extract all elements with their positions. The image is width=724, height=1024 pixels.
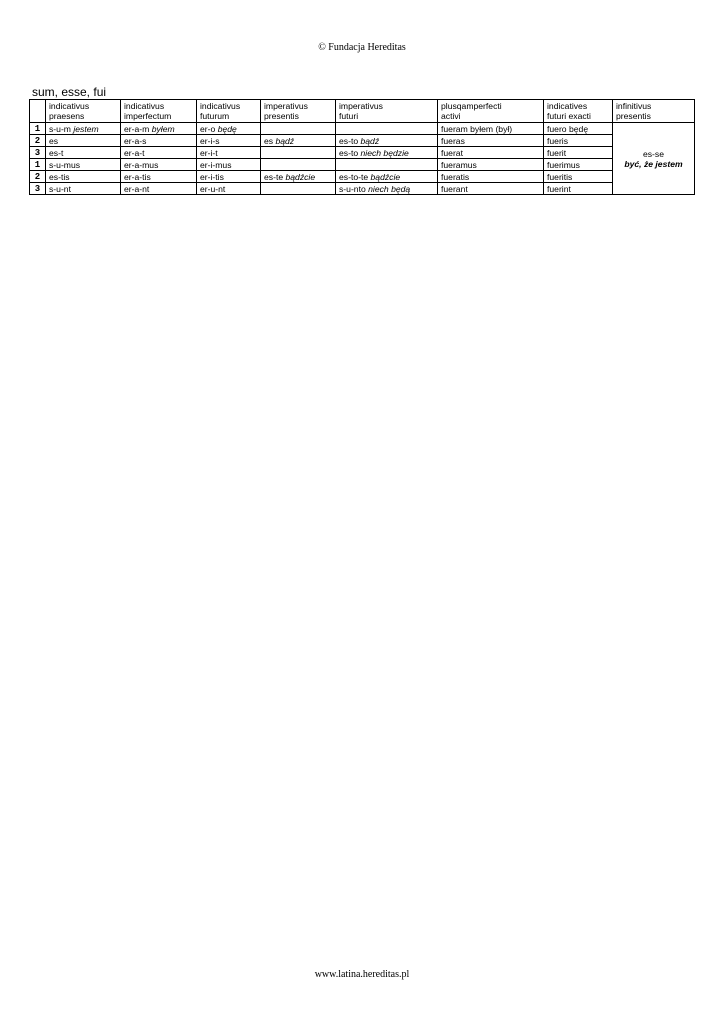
latin-form: fueris: [547, 136, 569, 146]
polish-translation: niech będą: [368, 184, 411, 194]
page-footer-url: www.latina.hereditas.pl: [314, 969, 410, 980]
latin-form: fueram byłem (był): [441, 124, 513, 134]
latin-form: er-a-s: [124, 136, 147, 146]
conjugation-table: [29, 99, 695, 195]
table-cell: [544, 159, 613, 171]
table-cell: [438, 183, 544, 195]
person-number: 2: [30, 135, 46, 147]
conjugation-table-body: [30, 100, 695, 195]
latin-form: es-to: [339, 136, 359, 146]
column-header: [336, 100, 438, 123]
table-cell: [438, 123, 544, 135]
polish-translation: bądź: [360, 136, 380, 146]
column-header: [261, 100, 336, 123]
infinitive-cell: [613, 123, 695, 195]
latin-form: er-a-m: [124, 124, 150, 134]
column-header-line: indicatives: [547, 101, 588, 111]
polish-translation: bądź: [275, 136, 295, 146]
table-row: [30, 135, 695, 147]
table-cell: [46, 183, 121, 195]
page-header-copyright: © Fundacja Hereditas: [318, 42, 406, 53]
polish-translation: byłem: [151, 124, 175, 134]
latin-form: es-to: [339, 148, 359, 158]
infinitive-latin: es-se: [642, 149, 664, 159]
table-cell: [336, 135, 438, 147]
column-header: [613, 100, 695, 123]
person-number: 1: [30, 159, 46, 171]
table-cell: [197, 159, 261, 171]
person-number: 2: [30, 171, 46, 183]
latin-form: fuerat: [441, 148, 463, 158]
latin-form: er-o: [200, 124, 216, 134]
latin-form: fueras: [441, 136, 465, 146]
polish-translation: niech będzie: [360, 148, 409, 158]
table-cell: [121, 123, 197, 135]
latin-form: es-t: [49, 148, 64, 158]
polish-translation: jestem: [73, 124, 99, 134]
latin-form: fueritis: [547, 172, 573, 182]
table-cell: [438, 159, 544, 171]
table-cell: [46, 135, 121, 147]
person-number: 3: [30, 147, 46, 159]
table-cell: [261, 135, 336, 147]
latin-form: fuerimus: [547, 160, 580, 170]
table-cell: [544, 135, 613, 147]
table-cell: [261, 183, 336, 195]
column-header-line: presentis: [264, 111, 299, 121]
person-number: 3: [30, 183, 46, 195]
latin-form: er-u-nt: [200, 184, 226, 194]
latin-form: fuero będę: [547, 124, 589, 134]
column-header-line: imperativus: [339, 101, 383, 111]
table-cell: [544, 147, 613, 159]
table-cell: [261, 159, 336, 171]
latin-form: es-te: [264, 172, 284, 182]
column-header-line: plusqamperfecti: [441, 101, 502, 111]
latin-form: fueratis: [441, 172, 470, 182]
column-header: [121, 100, 197, 123]
table-cell: [46, 123, 121, 135]
polish-translation: bądźcie: [370, 172, 401, 182]
column-header-line: praesens: [49, 111, 85, 121]
table-cell: [438, 171, 544, 183]
table-row: [30, 159, 695, 171]
table-cell: [121, 147, 197, 159]
infinitive-translation: być, że jestem: [624, 159, 683, 169]
table-cell: [544, 123, 613, 135]
column-header: [46, 100, 121, 123]
table-cell: [336, 123, 438, 135]
table-cell: [197, 123, 261, 135]
column-header-line: futuri: [339, 111, 359, 121]
column-header-line: indicativus: [200, 101, 241, 111]
latin-form: er-i-t: [200, 148, 218, 158]
column-header: [197, 100, 261, 123]
latin-form: es-tis: [49, 172, 70, 182]
column-header-line: indicativus: [124, 101, 165, 111]
latin-form: fuerint: [547, 184, 571, 194]
table-header-row: [30, 100, 695, 123]
latin-form: s-u-nto: [339, 184, 366, 194]
table-cell: [261, 147, 336, 159]
table-cell: [46, 159, 121, 171]
table-cell: [121, 171, 197, 183]
table-cell: [438, 147, 544, 159]
table-cell: [336, 183, 438, 195]
polish-translation: bądźcie: [285, 172, 316, 182]
column-header-line: futuri exacti: [547, 111, 591, 121]
latin-form: s-u-nt: [49, 184, 71, 194]
latin-form: er-a-nt: [124, 184, 150, 194]
table-cell: [197, 183, 261, 195]
table-cell: [197, 135, 261, 147]
table-cell: [121, 183, 197, 195]
document-title: sum, esse, fui: [32, 85, 107, 99]
table-cell: [438, 135, 544, 147]
table-cell: [121, 135, 197, 147]
latin-form: er-a-mus: [124, 160, 159, 170]
latin-form: s-u-m: [49, 124, 71, 134]
latin-form: es: [264, 136, 274, 146]
column-header: [438, 100, 544, 123]
table-cell: [336, 159, 438, 171]
column-header: [30, 100, 46, 123]
column-header-line: presentis: [616, 111, 651, 121]
table-cell: [46, 171, 121, 183]
latin-form: er-i-tis: [200, 172, 224, 182]
table-cell: [121, 159, 197, 171]
column-header-line: futurum: [200, 111, 230, 121]
latin-form: er-i-s: [200, 136, 220, 146]
latin-form: fueramus: [441, 160, 477, 170]
latin-form: er-a-t: [124, 148, 145, 158]
column-header-line: imperativus: [264, 101, 308, 111]
table-cell: [46, 147, 121, 159]
column-header-line: indicativus: [49, 101, 90, 111]
latin-form: er-a-tis: [124, 172, 151, 182]
table-row: [30, 171, 695, 183]
table-cell: [336, 171, 438, 183]
table-cell: [197, 171, 261, 183]
polish-translation: będę: [217, 124, 237, 134]
table-cell: [197, 147, 261, 159]
table-cell: [544, 171, 613, 183]
table-cell: [261, 171, 336, 183]
table-row: [30, 147, 695, 159]
latin-form: er-i-mus: [200, 160, 232, 170]
latin-form: es: [49, 136, 59, 146]
person-number: 1: [30, 123, 46, 135]
latin-form: fuerit: [547, 148, 567, 158]
table-cell: [544, 183, 613, 195]
table-cell: [336, 147, 438, 159]
latin-form: fuerant: [441, 184, 468, 194]
column-header-line: activi: [441, 111, 461, 121]
table-cell: [261, 123, 336, 135]
column-header-line: imperfectum: [124, 111, 172, 121]
column-header: [544, 100, 613, 123]
column-header-line: infinitivus: [616, 101, 652, 111]
table-row: [30, 123, 695, 135]
latin-form: s-u-mus: [49, 160, 81, 170]
latin-form: es-to-te: [339, 172, 369, 182]
table-row: [30, 183, 695, 195]
